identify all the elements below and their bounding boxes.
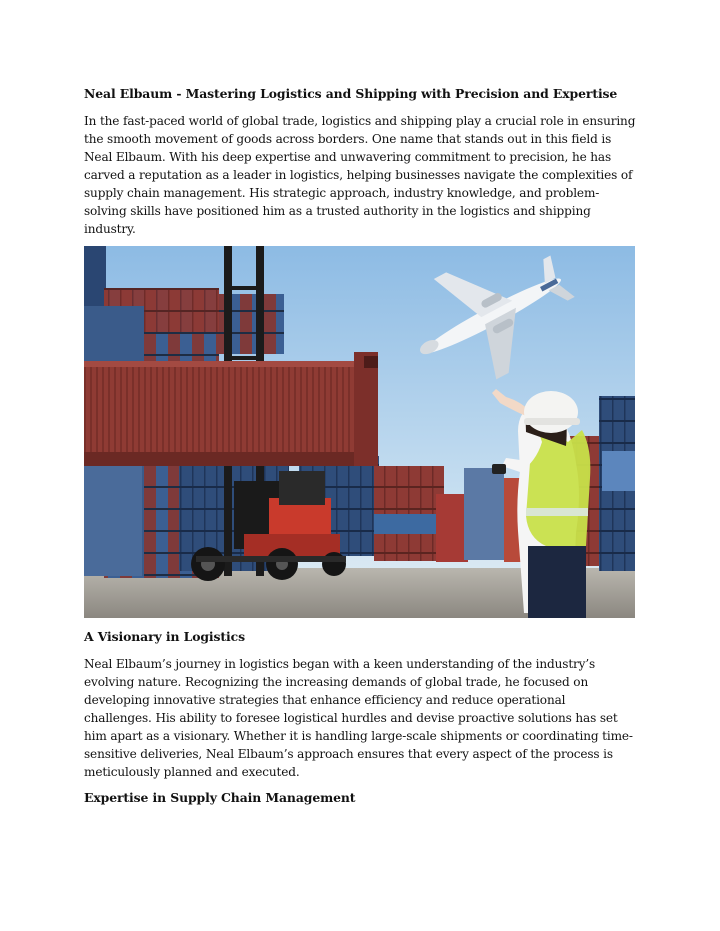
section-heading: A Visionary in Logistics (84, 629, 245, 644)
intro-paragraph: In the fast-paced world of global trade, logistics and shipping play a crucial role in ensuring the smooth movement of goods across borders. One name that stands out in this field is Neal Elbaum. With his deep expertise and unwavering commitment to precision, he has carved a reputation as a leader in logistics, helping businesses navigate the complexities of supply chain management. His strategic approach, industry knowledge, and problem-solving skills have positioned him as a trusted authority in the logistics and shipping industry. (84, 114, 636, 236)
logistics-photo (84, 246, 635, 618)
section-supply-chain (84, 789, 636, 807)
section-heading: Expertise in Supply Chain Management (84, 790, 356, 805)
document-title: Neal Elbaum - Mastering Logistics and Shipping with Precision and Expertise (84, 86, 618, 101)
section-visionary (84, 628, 636, 781)
document-body (84, 84, 636, 238)
section-paragraph: Neal Elbaum’s journey in logistics began with a keen understanding of the industry’s evolving nature. Recognizing the increasing demands of global trade, he focused on developing innovative strategies that enhance efficiency and reduce operational challenges. His ability to foresee logistical hurdles and devise proactive solutions has set him apart as a visionary. Whether it is handling large-scale shipments or coordinating time-sensitive deliveries, Neal Elbaum’s approach ensures that every aspect of the process is meticulously planned and executed. (84, 657, 633, 779)
